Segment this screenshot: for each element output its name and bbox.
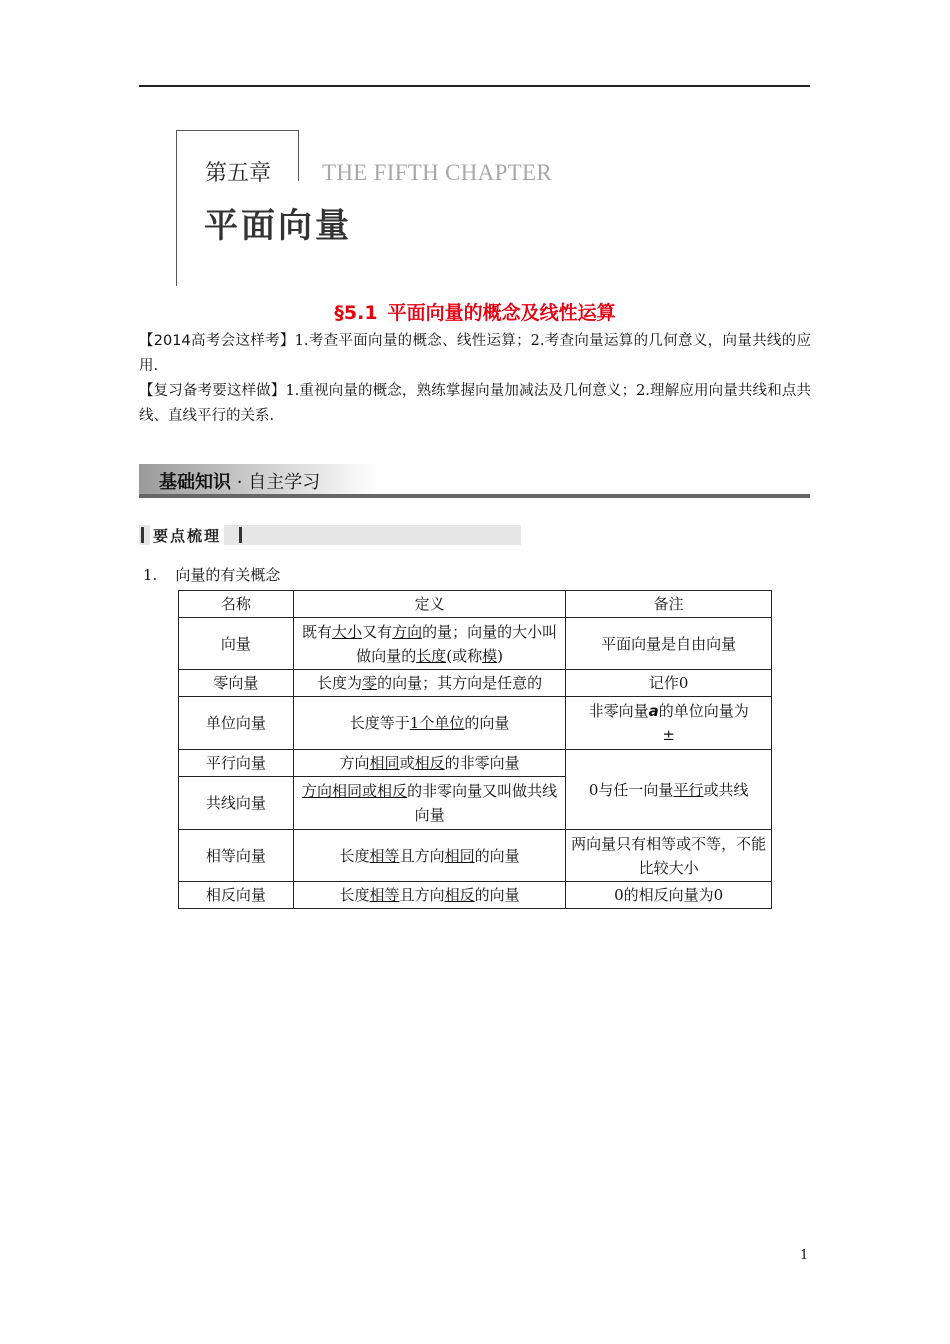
header-note: 备注 <box>566 591 772 618</box>
exam-info-text: 1.考查平面向量的概念、线性运算；2.考查向量运算的几何意义，向量共线的应用. <box>139 333 811 374</box>
chapter-title: 平面向量 <box>204 206 352 246</box>
chapter-english-title: THE FIFTH CHAPTER <box>322 160 553 185</box>
vector-concepts-table <box>178 590 772 909</box>
table-row: 零向量 长度为零的向量；其方向是任意的 记作0 <box>179 670 772 697</box>
table-row: 单位向量 长度等于1个单位的向量 非零向量a的单位向量为 ± <box>179 697 772 750</box>
table-row: 相等向量 长度相等且方向相同的向量 两向量只有相等或不等，不能比较大小 <box>179 830 772 882</box>
page-number: 1 <box>800 1248 809 1263</box>
table-row: 共线向量 方向相同或相反的非零向量又叫做共线向量 <box>179 777 772 830</box>
table-row: 相反向量 长度相等且方向相反的向量 0的相反向量为0 <box>179 882 772 909</box>
chapter-number: 第五章 <box>205 161 272 186</box>
list-item-heading: 1. 向量的有关概念 <box>143 566 281 584</box>
header-definition: 定义 <box>293 591 566 618</box>
review-advice-paragraph <box>139 379 811 429</box>
top-rule <box>139 85 810 87</box>
table-row: 平行向量 方向相同或相反的非零向量 0与任一向量平行或共线 <box>179 750 772 777</box>
exam-info-paragraph <box>139 329 811 379</box>
table-row: 向量 既有大小又有方向的量；向量的大小叫做向量的长度(或称模) 平面向量是自由向量 <box>179 618 772 670</box>
review-advice-tag: 【复习备考要这样做】 <box>139 383 286 399</box>
review-advice-text: 1.重视向量的概念，熟练掌握向量加减法及几何意义；2.理解应用向量共线和点共线、直线平行的关系. <box>139 383 811 424</box>
section-title: §5.1 平面向量的概念及线性运算 <box>334 302 616 324</box>
exam-info-tag: 【2014高考会这样考】 <box>139 333 295 349</box>
key-points-header: 要点梳理 <box>139 525 521 545</box>
header-name: 名称 <box>179 591 294 618</box>
section-banner: 基础知识 · 自主学习 <box>139 464 810 497</box>
table-header-row <box>179 591 772 618</box>
banner-subtitle: 自主学习 <box>248 472 321 493</box>
banner-bold: 基础知识 <box>159 472 231 493</box>
